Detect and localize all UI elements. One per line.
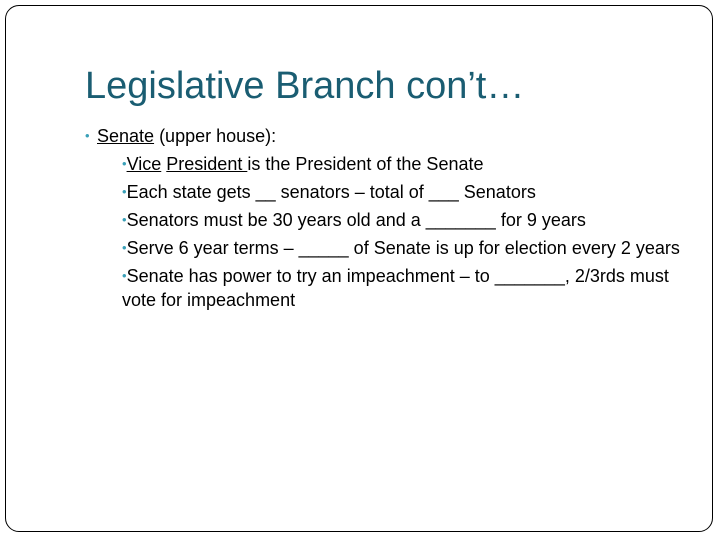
senate-term: Senate — [97, 126, 155, 146]
bullet-icon: • — [122, 268, 127, 283]
sub-bullet-impeachment — [122, 264, 692, 312]
president-term: President — [166, 154, 248, 174]
term-length-text: Serve 6 year terms – _____ of Senate is up for election every 2 years — [126, 238, 680, 258]
sub-bullet-senator-requirements — [122, 208, 692, 232]
bullet-icon: • — [85, 128, 90, 143]
slide-title: Legislative Branch con’t… — [85, 65, 525, 107]
sub-bullet-term-length — [122, 236, 692, 260]
senators-per-state-text: Each state gets __ senators – total of ___ Senators — [126, 182, 536, 202]
vice-president-rest: is the President of the Senate — [247, 154, 484, 174]
bullet-icon: • — [122, 156, 127, 171]
main-bullet-senate — [85, 123, 695, 149]
bullet-icon: • — [122, 240, 127, 255]
sub-bullet-vice-president — [122, 152, 692, 176]
bullet-icon: • — [122, 212, 127, 227]
impeachment-text: Senate has power to try an impeachment – to _______, 2/3rds must vote for impeachment — [122, 266, 669, 310]
bullet-icon: • — [122, 184, 127, 199]
senator-requirements-text: Senators must be 30 years old and a _______ for 9 years — [126, 210, 586, 230]
slide-frame — [5, 5, 713, 532]
vice-term: Vice — [126, 154, 162, 174]
senate-description: (upper house): — [154, 126, 277, 146]
sub-bullet-senators-per-state — [122, 180, 692, 204]
slide-body — [85, 123, 695, 312]
